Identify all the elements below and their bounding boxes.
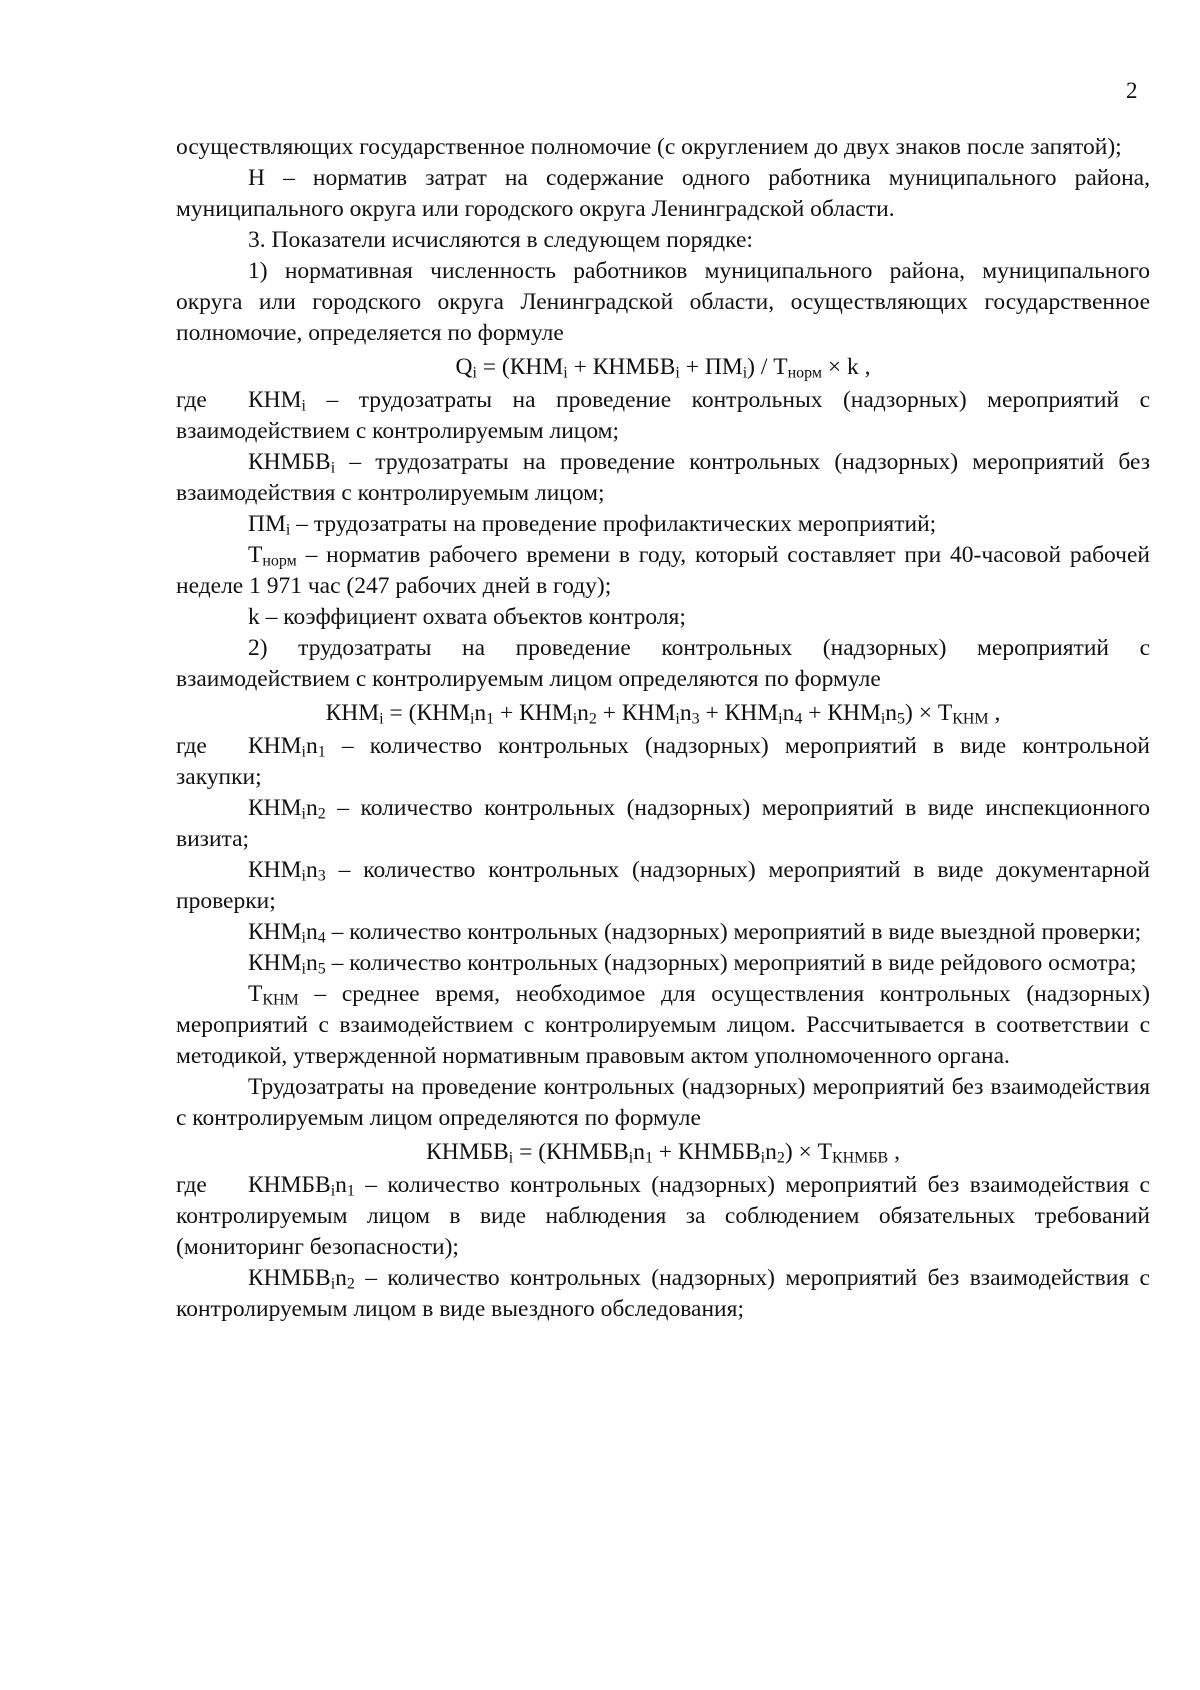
paragraph-section-3: 3. Показатели исчисляются в следующем порядке: (248, 227, 753, 253)
definition-knm-n5: $КНМ_in_5$ – количество контрольных (надзорных) мероприятий в виде рейдового осмотра; (248, 950, 1137, 978)
definition-tknm: $Т_{КНМ}$ – среднее время, необходимое для осуществления контрольных (надзорных) мероприятий с взаимодействием с контролируемым лицом. Рассчитывается в соответствии с методикой, утвержденной нормативным правовым актом уполномоченного органа. (176, 981, 1150, 1069)
formula-knm: $КНМ_i = (КНМ_in_1 + КНМ_in_2 + КНМ_in_3 + КНМ_in_4 + КНМ_in_5) \times Т_{КНМ}$ , (325, 700, 1001, 728)
definition-knmbv-n2: $КНМБВ_in_2$ – количество контрольных (надзорных) мероприятий без взаимодействия с контролируемым лицом в виде выездного обследования; (176, 1265, 1150, 1322)
paragraph-item-1: 1) нормативная численность работников муниципального района, муниципального округа или городского округа Ленинградской области, осуществляющих государственное полномочие, определяется по формуле (176, 258, 1150, 346)
paragraph-item-2: 2) трудозатраты на проведение контрольных (надзорных) мероприятий с взаимодействием с контролируемым лицом определяются по формуле (176, 635, 1150, 692)
definition-knm-n4: $КНМ_in_4$ – количество контрольных (надзорных) мероприятий в виде выездной проверки; (248, 919, 1142, 947)
definition-knm-n1: где $КНМ_in_1$ – количество контрольных (надзорных) мероприятий в виде контрольной закупки; (176, 733, 1150, 790)
paragraph-continuation: осуществляющих государственное полномочие (с округлением до двух знаков после запятой); (176, 134, 1122, 160)
definition-knm: где $КНМ_i$ – трудозатраты на проведение контрольных (надзорных) мероприятий с взаимодействием с контролируемым лицом; (176, 387, 1150, 444)
definition-tnorm: $Т_{норм}$ – норматив рабочего времени в году, который составляет при 40-часовой рабочей неделе 1 971 час (247 рабочих дней в году); (176, 542, 1150, 599)
definition-pm: $ПМ_i$ – трудозатраты на проведение профилактических мероприятий; (248, 511, 937, 539)
formula-knmbv: $КНМБВ_i$ = ($КНМБВ_in_1$ + $КНМБВ_in_2) \times Т_{КНМБВ}$ , (426, 1139, 900, 1167)
definition-knmbv-n1: где $КНМБВ_in_1$ – количество контрольных (надзорных) мероприятий без взаимодействия с контролируемым лицом в виде наблюдения за соблюдением обязательных требований (мониторинг безопасности); (176, 1172, 1150, 1260)
paragraph-norm-cost: Н – норматив затрат на содержание одного работника муниципального района, муниципального округа или городского округа Ленинградской области. (176, 165, 1150, 222)
page-number: 2 (1126, 78, 1138, 103)
definition-knm-n3: $КНМ_in_3$ – количество контрольных (надзорных) мероприятий в виде документарной проверки; (176, 857, 1150, 914)
definition-k: k – коэффициент охвата объектов контроля; (248, 604, 686, 630)
document-body (176, 132, 1150, 1325)
definition-knm-n2: $КНМ_in_2$ – количество контрольных (надзорных) мероприятий в виде инспекционного визита; (176, 795, 1150, 852)
formula-q: $Q_i = (КНМ_i$ + $КНМБВ_i + ПМ_i) / Т_{норм} \times k$ , (455, 354, 871, 382)
paragraph-knmbv-intro: Трудозатраты на проведение контрольных (надзорных) мероприятий без взаимодействия с контролируемым лицом определяются по формуле (176, 1074, 1150, 1131)
definition-knmbv: $КНМБВ_i$ – трудозатраты на проведение контрольных (надзорных) мероприятий без взаимодействия с контролируемым лицом; (176, 449, 1150, 506)
